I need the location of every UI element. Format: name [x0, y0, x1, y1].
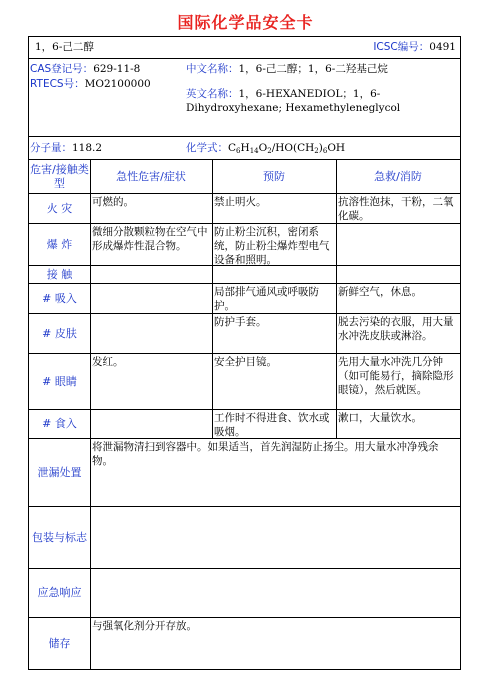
explosion-prevention: 防止粉尘沉积，密闭系统，防止粉尘爆炸型电气设备和照明。: [214, 226, 330, 266]
explosion-acute: 微细分散颗粒物在空气中形成爆炸性混合物。: [92, 226, 208, 252]
ingestion-acute: [90, 410, 212, 412]
chemical-name: 1，6-己二醇: [35, 41, 94, 53]
cn-name-label: 中文名称：: [186, 63, 239, 75]
inhalation-prevention: 局部排气通风或呼吸防护。: [214, 286, 319, 312]
storage-label: 储存: [48, 636, 71, 650]
row-type-eyes: # 眼睛: [42, 374, 77, 388]
fire-first-aid: 抗溶性泡抹，干粉，二氧化碳。: [338, 196, 454, 222]
row-type-contact: 接 触: [46, 267, 73, 281]
molecular-weight: [30, 141, 102, 155]
formula-part: O: [258, 142, 268, 154]
en-name-value-1: 1，6-HEXANEDIOL；1，6-: [238, 88, 381, 100]
col-hazard-type: 危害/接触类型: [30, 162, 89, 190]
storage-text: 与强氧化剂分开存放。: [92, 620, 197, 632]
row-type-inhalation: # 吸入: [42, 291, 77, 305]
formula-part: ): [318, 142, 323, 154]
inhalation-first-aid: 新鲜空气，休息。: [338, 286, 422, 298]
explosion-first-aid: [336, 224, 460, 226]
eyes-acute: 发红。: [92, 356, 124, 368]
packaging-label: 包装与标志: [32, 530, 87, 544]
safety-card: [28, 36, 461, 670]
fire-acute: 可燃的。: [92, 196, 134, 208]
formula-part: /HO(CH: [271, 142, 315, 154]
cas-label: CAS登记号：: [30, 63, 94, 75]
rtecs-label: RTECS号：: [30, 78, 85, 90]
row-type-ingestion: # 食入: [42, 417, 77, 430]
row-type-skin: # 皮肤: [42, 326, 77, 340]
en-name-line2: Dihydroxyhexane; Hexamethyleneglycol: [186, 102, 401, 114]
formula-sub: 6: [322, 147, 328, 155]
formula-sub: 14: [249, 147, 259, 155]
formula-sub: 2: [267, 147, 272, 155]
chemical-formula: [186, 141, 345, 158]
spill-text: 将泄漏物清扫到容器中。如果适当，首先润湿防止扬尘。用大量水冲净残余物。: [92, 441, 439, 467]
cas-number: [30, 62, 140, 76]
inhalation-acute: [90, 284, 212, 286]
packaging-text: [90, 507, 460, 509]
col-prevention: 预防: [263, 169, 285, 183]
formula-part: C: [228, 142, 237, 154]
cn-name: [186, 62, 388, 76]
rtecs-number: [30, 77, 151, 91]
col-first-aid: 急救/消防: [374, 169, 422, 183]
formula-sub: 2: [314, 147, 319, 155]
row-type-explosion: 爆 炸: [46, 237, 73, 251]
row-type-fire: 火 灾: [46, 201, 73, 215]
col-acute-symptoms: 急性危害/症状: [116, 169, 186, 183]
eyes-prevention: 安全护目镜。: [214, 356, 277, 368]
icsc-number: [373, 40, 456, 54]
emergency-label: 应急响应: [37, 586, 82, 599]
skin-prevention: 防护手套。: [214, 316, 267, 328]
formula-sub: 6: [236, 147, 241, 155]
card-title: 国际化学品安全卡: [177, 13, 314, 32]
skin-acute: [90, 314, 212, 316]
mw-value: 118.2: [72, 142, 103, 154]
icsc-label: ICSC编号：: [373, 41, 430, 53]
en-name: [186, 87, 380, 101]
ingestion-prevention: 工作时不得进食、饮水或吸烟。: [214, 412, 330, 438]
formula-label: 化学式：: [186, 142, 228, 154]
skin-first-aid: 脱去污染的衣服，用大量水冲洗皮肤或淋浴。: [338, 316, 454, 342]
cas-value: 629-11-8: [93, 63, 141, 75]
formula-part: H: [240, 142, 250, 154]
emergency-text: [90, 569, 460, 571]
en-name-label: 英文名称：: [186, 88, 239, 100]
mw-label: 分子量：: [30, 142, 72, 154]
icsc-value: 0491: [429, 41, 456, 53]
formula-part: OH: [327, 142, 346, 154]
rtecs-value: MO2100000: [84, 78, 151, 90]
ingestion-first-aid: 漱口，大量饮水。: [338, 412, 422, 424]
fire-prevention: 禁止明火。: [214, 196, 267, 208]
spill-label: 泄漏处置: [37, 465, 82, 479]
cn-name-value: 1，6-己二醇；1，6-二羟基己烷: [238, 63, 388, 75]
eyes-first-aid: 先用大量水冲洗几分钟（如可能易行，摘除隐形眼镜），然后就医。: [338, 356, 454, 396]
